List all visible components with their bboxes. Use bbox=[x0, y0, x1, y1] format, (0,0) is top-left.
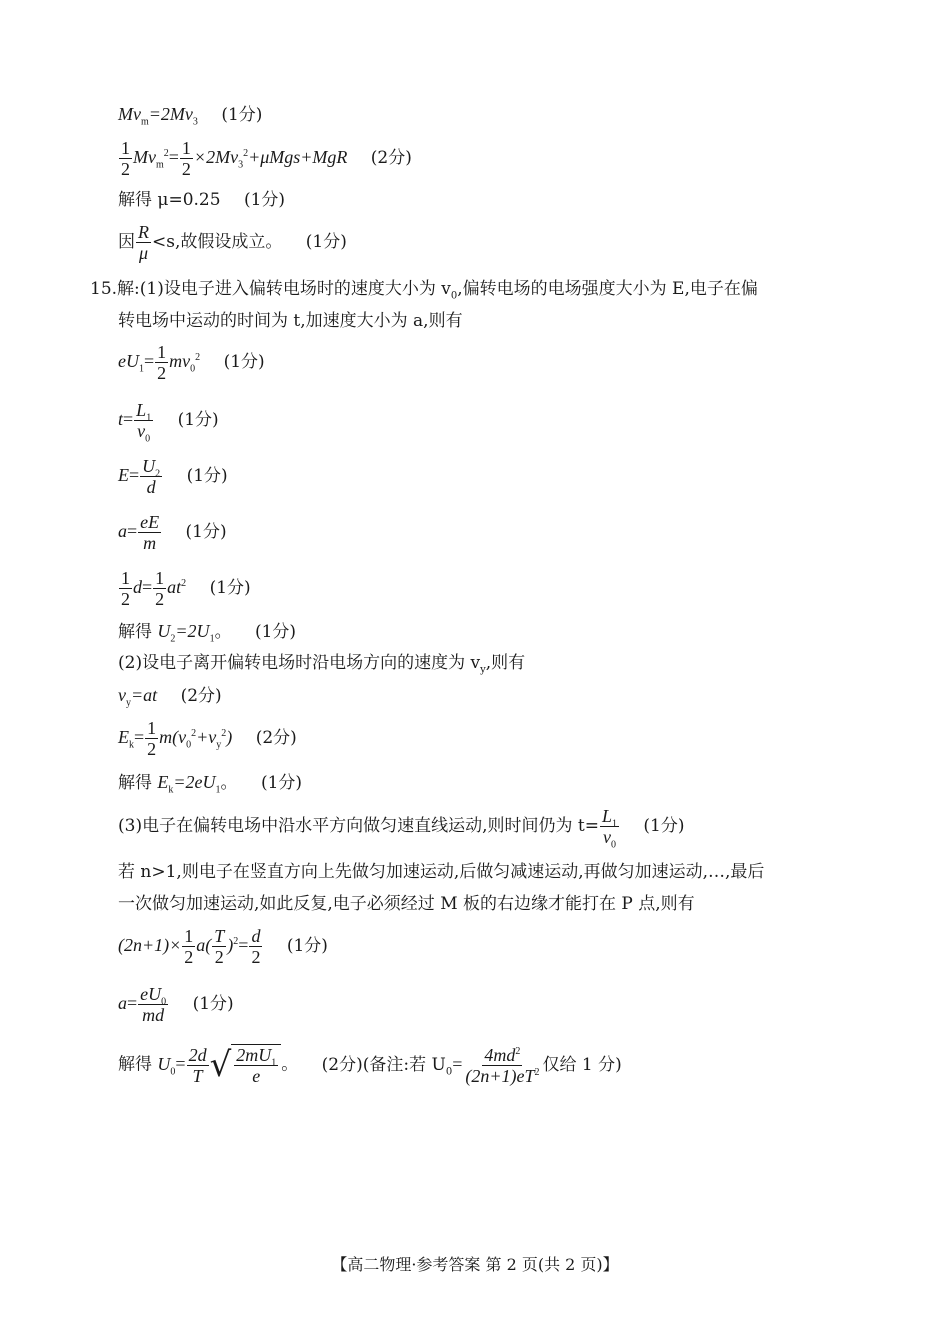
q15-part3-text2: 一次做匀加速运动,如此反复,电子必须经过 M 板的右边缘才能打在 P 点,则有 bbox=[118, 894, 695, 914]
sqrt-sign: √ $\frac{2mU_1}{e}$ bbox=[210, 1044, 282, 1086]
score: (1分) bbox=[305, 232, 347, 252]
score: (2分) bbox=[370, 148, 412, 168]
q15-intro-line1: 15.解:(1)设电子进入偏转电场时的速度大小为 $v_0$,偏转电场的电场强度大小为 E,电子在偏 bbox=[90, 279, 758, 302]
page-footer: 【高二物理·参考答案 第 2 页(共 2 页)】 bbox=[331, 1255, 619, 1274]
score: (1分) bbox=[643, 816, 685, 836]
q15-eq-vy: $v_y=at$ (2分) bbox=[118, 685, 222, 709]
score: (1分) bbox=[192, 994, 234, 1014]
q15-part2-intro: (2)设电子离开偏转电场时沿电场方向的速度为 $v_y$,则有 bbox=[118, 653, 526, 676]
q15-part3-intro: (3)电子在偏转电场中沿水平方向做匀速直线运动,则时间仍为 t= $\frac{L_1}{v_0}$ (1分) bbox=[118, 806, 685, 851]
score: (1分) bbox=[185, 522, 227, 542]
score: (1分) bbox=[223, 352, 265, 372]
q15-part3-text1: 若 n>1,则电子在竖直方向上先做匀加速运动,后做匀减速运动,再做匀加速运动,…,最后 bbox=[118, 862, 765, 882]
score: (2分) bbox=[180, 686, 222, 706]
prev-eq-momentum: $Mv_m=2Mv_3$ (1分) bbox=[118, 104, 263, 128]
prev-result-mu: 解得 μ=0.25 (1分) bbox=[118, 190, 286, 210]
q15-eq-acceleration: a= $\frac{eE}{m}$ (1分) bbox=[118, 512, 227, 553]
q15-intro-line2: 转电场中运动的时间为 t,加速度大小为 a,则有 bbox=[118, 311, 463, 331]
q15-eq-accel-energy: $eU_1=$ $\frac{1}{2}$ $mv_0^2$ (1分) bbox=[118, 342, 265, 383]
q15-eq-field: E= $\frac{U_2}{d}$ (1分) bbox=[118, 456, 228, 497]
q15-result-u0: 解得 $U_0=$ $\frac{2d}{T}$ √ $\frac{2mU_1}{e}$ 。 (2分)(备注:若 $U_0=$ $\frac{4md^2}{(2n+1)eT^2}$ 仅给 1 分) bbox=[118, 1044, 622, 1086]
score: (1分) bbox=[243, 190, 286, 210]
score: (1分) bbox=[186, 466, 228, 486]
q15-eq-time: t= $\frac{L_1}{v_0}$ (1分) bbox=[118, 400, 219, 445]
q15-eq-accel-u0: a= $\frac{eU_0}{md}$ (1分) bbox=[118, 984, 234, 1025]
q15-result-u2: 解得 $U_2=2U_1$。 (1分) bbox=[118, 621, 297, 645]
score: (1分) bbox=[260, 773, 303, 793]
prev-conclusion: 因 $\frac{R}{\mu}$ <s,故假设成立。 (1分) bbox=[118, 222, 347, 263]
prev-eq-energy: $\frac{1}{2}$ $Mv_m^2=$ $\frac{1}{2}$ $\times 2Mv_3^2+\mu Mgs+MgR$ (2分) bbox=[121, 138, 412, 179]
q15-eq-kinetic: $E_k=$ $\frac{1}{2}$ $m(v_0^2+v_y^2)$ (2分) bbox=[118, 718, 297, 759]
score: (1分) bbox=[286, 936, 328, 956]
q15-eq-displacement: $\frac{1}{2}$ d= $\frac{1}{2}$ $at^2$ (1分) bbox=[121, 568, 251, 609]
q15-eq-periodic: (2n+1)× $\frac{1}{2}$ a( $\frac{T}{2}$ )$^2$= $\frac{d}{2}$ (1分) bbox=[118, 926, 328, 967]
score: (1分) bbox=[209, 578, 251, 598]
score: (1分) bbox=[177, 410, 219, 430]
score: (2分) bbox=[255, 728, 297, 748]
note: (备注:若 $U_0=$ $\frac{4md^2}{(2n+1)eT^2}$ 仅给 1 分) bbox=[362, 1044, 622, 1086]
score: (1分) bbox=[221, 105, 263, 125]
score: (2分) bbox=[321, 1054, 363, 1075]
q15-result-ek: 解得 $E_k=2eU_1$。 (1分) bbox=[118, 772, 303, 796]
score: (1分) bbox=[254, 622, 297, 642]
